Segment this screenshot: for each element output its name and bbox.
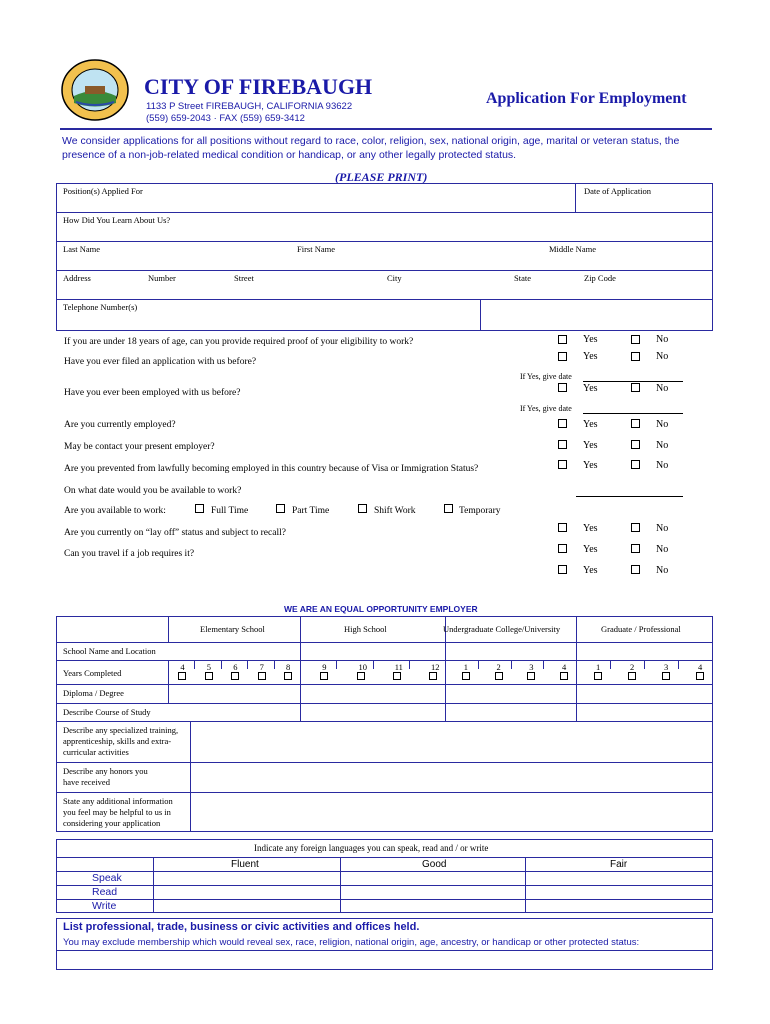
last-name-field[interactable]: Last Name (63, 244, 101, 254)
question-travel: Can you travel if a job requires it? (64, 549, 195, 559)
checkbox[interactable] (558, 419, 567, 428)
yes-label: Yes (583, 334, 598, 345)
header-rule (60, 128, 712, 130)
yes-label: Yes (583, 419, 598, 430)
city-phone: (559) 659-2043 · FAX (559) 659-3412 (146, 113, 305, 124)
intro-statement: We consider applications for all positions without regard to race, color, religion, sex, national origin, age, marital or veteran status, the presence of a non-job-related medical condition or handicap, or any other legally protected status. (62, 135, 680, 161)
city-name: CITY OF FIREBAUGH (144, 74, 373, 99)
state-label: State (514, 273, 531, 283)
year-number: 2 (630, 662, 635, 672)
checkbox[interactable] (631, 460, 640, 469)
part-time-label: Part Time (292, 506, 330, 516)
checkbox[interactable] (631, 383, 640, 392)
document-title: Application For Employment (486, 90, 687, 107)
year-tick (610, 660, 611, 669)
checkbox[interactable] (558, 335, 567, 344)
year-checkbox[interactable] (178, 672, 186, 680)
fluent-header: Fluent (231, 859, 259, 870)
city-label: City (387, 273, 402, 283)
no-label: No (656, 383, 669, 394)
year-number: 5 (206, 662, 212, 672)
year-checkbox[interactable] (628, 672, 636, 680)
high-school-header: High School (344, 624, 387, 634)
zip-label: Zip Code (584, 273, 616, 283)
activities-title: List professional, trade, business or civic activities and offices held. (63, 921, 420, 933)
year-number: 3 (529, 662, 534, 672)
year-number: 1 (463, 662, 468, 672)
year-number: 6 (233, 662, 238, 672)
year-tick (247, 660, 248, 669)
year-tick (409, 660, 410, 669)
course-row[interactable]: Describe Course of Study (63, 707, 151, 717)
school-name-row[interactable]: School Name and Location (63, 646, 156, 656)
graduate-header: Graduate / Professional (601, 624, 681, 634)
date-line[interactable] (583, 381, 683, 382)
yes-label: Yes (583, 440, 598, 451)
question-visa-status: Are you prevented from lawfully becoming employed in this country because of Visa or Immigration Status? (64, 464, 479, 474)
write-row: Write (92, 900, 117, 912)
year-checkbox[interactable] (594, 672, 602, 680)
date-field[interactable]: Date of Application (584, 186, 652, 196)
no-label: No (656, 523, 669, 534)
checkbox[interactable] (631, 565, 640, 574)
street-label: Street (234, 273, 254, 283)
eeo-heading: WE ARE AN EQUAL OPPORTUNITY EMPLOYER (284, 604, 478, 614)
yes-label: Yes (583, 523, 598, 534)
no-label: No (656, 460, 669, 471)
no-label: No (656, 440, 669, 451)
year-checkbox[interactable] (284, 672, 292, 680)
question-available-date: On what date would you be available to work? (64, 486, 242, 496)
year-number: 3 (664, 662, 669, 672)
checkbox[interactable] (631, 544, 640, 553)
please-print: (PLEASE PRINT) (335, 170, 428, 184)
question-under-18: If you are under 18 years of age, can you provide required proof of your eligibility to work? (64, 337, 414, 347)
year-tick (678, 660, 679, 669)
checkbox[interactable] (558, 460, 567, 469)
additional-row[interactable]: State any additional information you feel may be helpful to us in considering your application (63, 796, 173, 828)
diploma-row[interactable]: Diploma / Degree (63, 688, 124, 698)
address-field[interactable]: Address (63, 273, 91, 283)
checkbox[interactable] (631, 419, 640, 428)
year-checkbox[interactable] (662, 672, 670, 680)
languages-title: Indicate any foreign languages you can speak, read and / or write (254, 843, 489, 853)
checkbox[interactable] (358, 504, 367, 513)
no-label: No (656, 334, 669, 345)
year-number: 11 (394, 662, 403, 672)
year-checkbox[interactable] (320, 672, 328, 680)
read-row: Read (92, 886, 118, 898)
yes-label: Yes (583, 383, 598, 394)
year-number: 4 (698, 662, 703, 672)
year-number: 7 (259, 662, 264, 672)
checkbox[interactable] (558, 523, 567, 532)
year-tick (543, 660, 544, 669)
year-checkbox[interactable] (258, 672, 266, 680)
year-tick (644, 660, 645, 669)
no-label: No (656, 565, 669, 576)
checkbox[interactable] (631, 352, 640, 361)
yes-label: Yes (583, 544, 598, 555)
temporary-label: Temporary (459, 506, 501, 516)
checkbox[interactable] (631, 335, 640, 344)
year-checkbox[interactable] (495, 672, 503, 680)
year-checkbox[interactable] (462, 672, 470, 680)
year-number: 2 (496, 662, 501, 672)
checkbox[interactable] (195, 504, 204, 513)
personal-info-grid (56, 183, 713, 331)
available-date-line[interactable] (576, 496, 683, 497)
speak-row: Speak (92, 872, 122, 884)
year-checkbox[interactable] (357, 672, 365, 680)
learn-field[interactable]: How Did You Learn About Us? (63, 215, 171, 225)
city-address: 1133 P Street FIREBAUGH, CALIFORNIA 93622 (146, 101, 353, 112)
elementary-header: Elementary School (200, 624, 265, 634)
year-tick (478, 660, 479, 669)
checkbox[interactable] (631, 523, 640, 532)
positions-field[interactable]: Position(s) Applied For (63, 186, 143, 196)
year-checkbox[interactable] (205, 672, 213, 680)
year-number: 1 (596, 662, 601, 672)
question-contact-employer: May be contact your present employer? (64, 442, 215, 452)
checkbox[interactable] (276, 504, 285, 513)
question-available-type: Are you available to work: (64, 506, 166, 516)
question-employed-before: Have you ever been employed with us before? (64, 388, 241, 398)
full-time-label: Full Time (211, 506, 249, 516)
year-tick (373, 660, 374, 669)
years-completed-row: Years Completed (63, 668, 122, 678)
training-row[interactable]: Describe any specialized training, apprenticeship, skills and extra-curricular activities (63, 725, 179, 757)
year-number: 9 (322, 662, 327, 672)
year-tick (194, 660, 195, 669)
city-seal (60, 58, 130, 122)
checkbox[interactable] (558, 352, 567, 361)
year-tick (221, 660, 222, 669)
year-number: 4 (562, 662, 567, 672)
year-number: 8 (286, 662, 291, 672)
good-header: Good (422, 859, 447, 870)
telephone-field[interactable]: Telephone Number(s) (63, 302, 138, 312)
question-filed-before: Have you ever filed an application with us before? (64, 357, 257, 367)
year-number: 4 (180, 662, 185, 672)
year-tick (336, 660, 337, 669)
no-label: No (656, 419, 669, 430)
college-header: Undergraduate College/University (443, 624, 561, 634)
if-yes-date-label: If Yes, give date (520, 404, 572, 413)
honors-row[interactable]: Describe any honors you have received (63, 766, 148, 787)
checkbox[interactable] (444, 504, 453, 513)
activities-note: You may exclude membership which would reveal sex, race, religion, national origin, age, ancestry, or handicap or other protected status: (63, 937, 640, 948)
checkbox[interactable] (558, 565, 567, 574)
fair-header: Fair (610, 859, 628, 870)
year-tick (511, 660, 512, 669)
date-line[interactable] (583, 413, 683, 414)
yes-label: Yes (583, 460, 598, 471)
year-checkbox[interactable] (231, 672, 239, 680)
checkbox[interactable] (558, 383, 567, 392)
year-number: 10 (358, 662, 367, 672)
year-checkbox[interactable] (429, 672, 437, 680)
first-name-field[interactable]: First Name (297, 244, 336, 254)
checkbox[interactable] (631, 440, 640, 449)
no-label: No (656, 544, 669, 555)
if-yes-date-label: If Yes, give date (520, 372, 572, 381)
question-lay-off: Are you currently on “lay off” status and subject to recall? (64, 528, 286, 538)
question-currently-employed: Are you currently employed? (64, 420, 176, 430)
year-checkbox[interactable] (527, 672, 535, 680)
checkbox[interactable] (558, 440, 567, 449)
year-number: 12 (431, 662, 440, 672)
year-checkbox[interactable] (696, 672, 704, 680)
middle-name-field[interactable]: Middle Name (549, 244, 596, 254)
checkbox[interactable] (558, 544, 567, 553)
yes-label: Yes (583, 565, 598, 576)
no-label: No (656, 351, 669, 362)
shift-work-label: Shift Work (374, 506, 416, 516)
number-label: Number (148, 273, 176, 283)
yes-label: Yes (583, 351, 598, 362)
year-checkbox[interactable] (393, 672, 401, 680)
year-checkbox[interactable] (560, 672, 568, 680)
year-tick (274, 660, 275, 669)
